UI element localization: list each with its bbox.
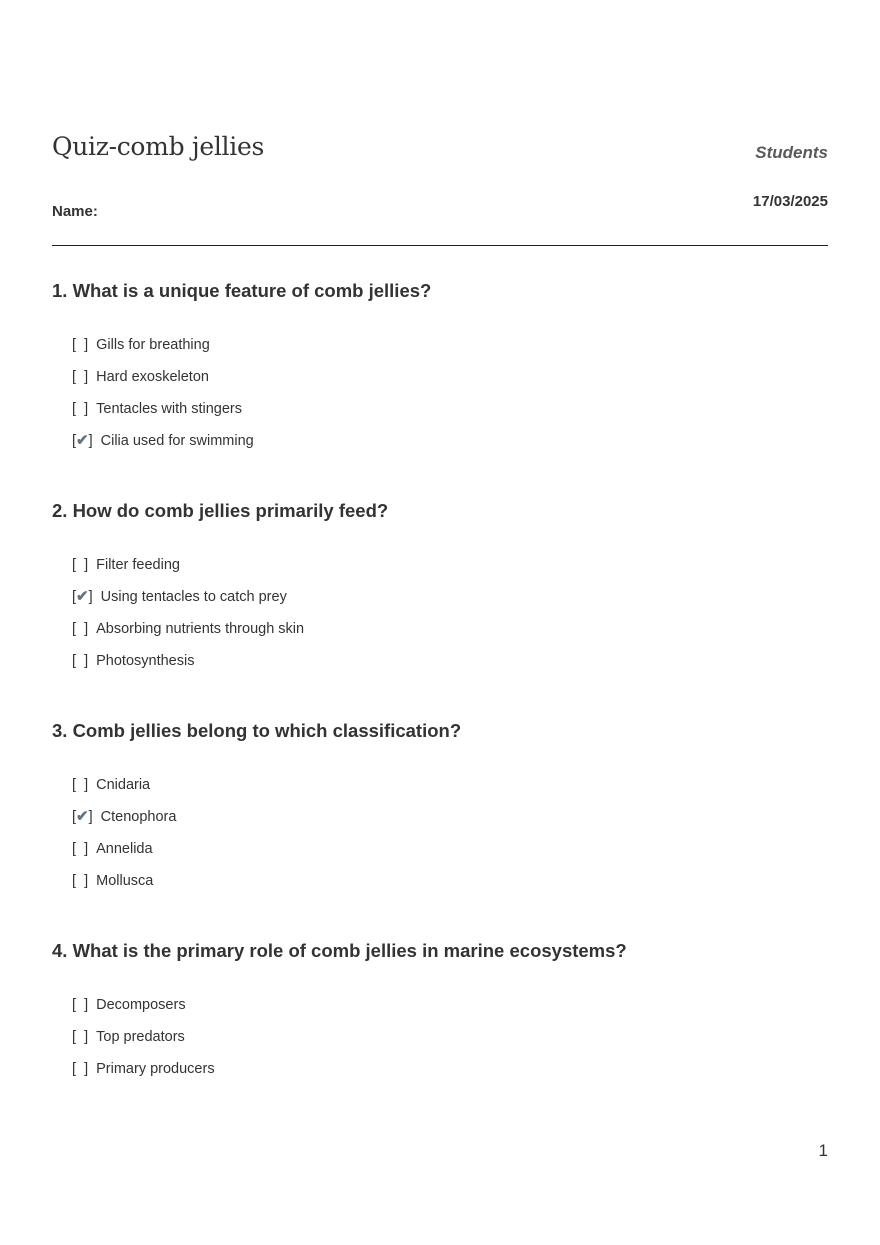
option-item[interactable] xyxy=(72,329,828,361)
option-item[interactable] xyxy=(72,769,828,801)
checkbox[interactable]: [ ] xyxy=(72,621,89,637)
option-label: Cnidaria xyxy=(96,777,151,793)
option-item[interactable] xyxy=(72,1053,828,1085)
option-item[interactable] xyxy=(72,425,828,457)
checkbox[interactable]: [ ] xyxy=(72,557,89,573)
option-label: Cilia used for swimming xyxy=(100,433,254,449)
option-label: Using tentacles to catch prey xyxy=(100,589,287,605)
option-item[interactable] xyxy=(72,645,828,677)
option-label: Photosynthesis xyxy=(96,653,195,669)
option-item[interactable] xyxy=(72,801,828,833)
question-4 xyxy=(52,940,828,1085)
page-number: 1 xyxy=(818,1141,828,1160)
option-label: Tentacles with stingers xyxy=(96,401,242,417)
checkbox[interactable]: [ ] xyxy=(72,997,89,1013)
option-label: Annelida xyxy=(96,841,153,857)
option-item[interactable] xyxy=(72,989,828,1021)
header-divider xyxy=(52,245,828,246)
option-label: Hard exoskeleton xyxy=(96,369,209,385)
check-icon: ✔ xyxy=(76,808,89,825)
question-1 xyxy=(52,280,828,457)
option-item[interactable] xyxy=(72,613,828,645)
question-text: 2. How do comb jellies primarily feed? xyxy=(52,500,389,521)
option-label: Absorbing nutrients through skin xyxy=(96,621,305,637)
checkbox[interactable]: [ ] xyxy=(72,1061,89,1077)
option-item[interactable] xyxy=(72,833,828,865)
checkbox-checked[interactable]: [✔] xyxy=(72,808,93,825)
checkbox[interactable]: [ ] xyxy=(72,401,89,417)
check-icon: ✔ xyxy=(76,432,89,449)
option-item[interactable] xyxy=(72,549,828,581)
checkbox[interactable]: [ ] xyxy=(72,777,89,793)
question-text: 3. Comb jellies belong to which classification? xyxy=(52,720,462,741)
option-label: Primary producers xyxy=(96,1061,215,1077)
checkbox-checked[interactable]: [✔] xyxy=(72,432,93,449)
option-item[interactable] xyxy=(72,393,828,425)
option-label: Filter feeding xyxy=(96,557,180,573)
checkbox[interactable]: [ ] xyxy=(72,653,89,669)
question-2 xyxy=(52,500,828,677)
checkbox[interactable]: [ ] xyxy=(72,873,89,889)
check-icon: ✔ xyxy=(76,588,89,605)
options-list xyxy=(72,769,828,897)
options-list xyxy=(72,989,828,1085)
date: 17/03/2025 xyxy=(752,193,828,210)
checkbox[interactable]: [ ] xyxy=(72,1029,89,1045)
options-list xyxy=(72,549,828,677)
checkbox[interactable]: [ ] xyxy=(72,841,89,857)
option-label: Top predators xyxy=(96,1029,185,1045)
option-item[interactable] xyxy=(72,865,828,897)
checkbox[interactable]: [ ] xyxy=(72,337,89,353)
checkbox-checked[interactable]: [✔] xyxy=(72,588,93,605)
question-text: 1. What is a unique feature of comb jellies? xyxy=(52,280,432,301)
question-text: 4. What is the primary role of comb jellies in marine ecosystems? xyxy=(52,940,627,961)
option-item[interactable] xyxy=(72,361,828,393)
name-label: Name: xyxy=(52,203,98,220)
option-item[interactable] xyxy=(72,581,828,613)
option-item[interactable] xyxy=(72,1021,828,1053)
option-label: Gills for breathing xyxy=(96,337,210,353)
page-title: Quiz-comb jellies xyxy=(52,132,264,161)
audience-label: Students xyxy=(755,143,828,162)
option-label: Decomposers xyxy=(96,997,186,1013)
option-label: Mollusca xyxy=(96,873,154,889)
checkbox[interactable]: [ ] xyxy=(72,369,89,385)
options-list xyxy=(72,329,828,457)
option-label: Ctenophora xyxy=(100,809,177,825)
question-3 xyxy=(52,720,828,897)
